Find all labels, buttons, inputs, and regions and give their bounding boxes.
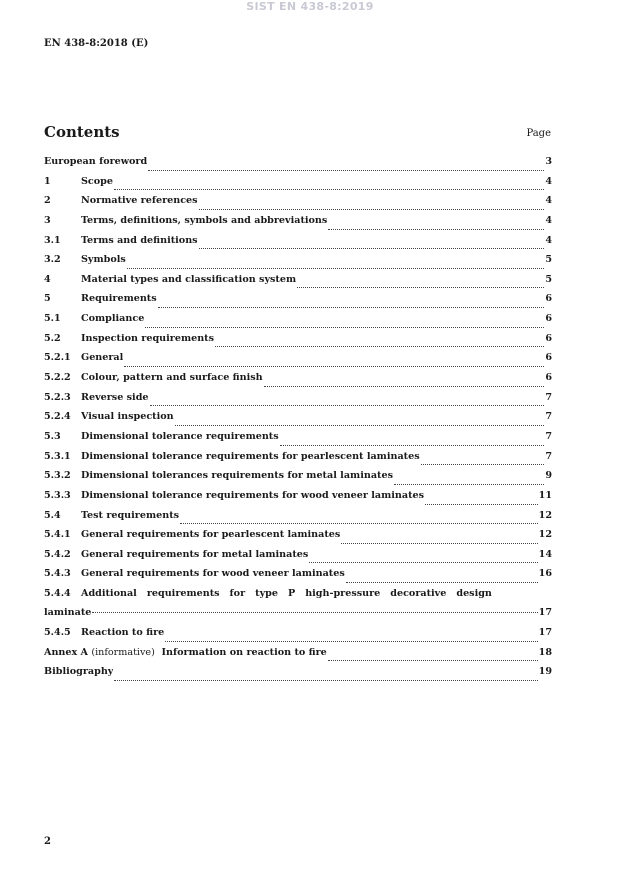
toc-entry-page: 9 [545, 470, 552, 482]
annex-prefix: Annex A [44, 646, 89, 658]
toc-entry-number: 3 [44, 214, 51, 226]
toc-entry-title [81, 588, 492, 599]
toc-entry[interactable] [44, 274, 552, 294]
toc-entry-number: 5.4.5 [44, 627, 71, 639]
toc-entry-number: 1 [44, 175, 51, 187]
toc-entry-title-word: design [456, 588, 492, 600]
leader-dots [309, 562, 537, 563]
toc-entry-page: 6 [545, 313, 552, 325]
leader-dots [148, 170, 544, 171]
toc-entry[interactable] [44, 156, 552, 176]
leader-dots [425, 504, 538, 505]
toc-entry-title: Material types and classification system [81, 273, 297, 285]
toc-entry-title: Scope [81, 175, 113, 187]
document-id: EN 438-8:2018 (E) [44, 38, 149, 49]
leader-dots [114, 189, 544, 190]
toc-entry-page: 17 [538, 627, 552, 639]
toc-entry[interactable] [44, 470, 552, 490]
page-column-label: Page [526, 128, 551, 139]
toc-entry[interactable] [44, 392, 552, 412]
leader-dots [394, 484, 544, 485]
toc-entry-title: General requirements for pearlescent laminates [81, 529, 341, 541]
watermark: SIST EN 438-8:2019 [246, 0, 374, 13]
toc-entry-page: 4 [545, 214, 552, 226]
toc-entry[interactable] [44, 549, 552, 569]
toc-entry-page: 6 [545, 332, 552, 344]
toc-entry-title: European foreword [44, 156, 148, 167]
annex-note: (informative) [91, 646, 155, 658]
toc-entry-title: Test requirements [81, 509, 180, 521]
toc-entry[interactable] [44, 293, 552, 313]
toc-entry-page: 6 [545, 293, 552, 305]
leader-dots [341, 543, 537, 544]
toc-entry[interactable] [44, 235, 552, 255]
toc-entry-title: Colour, pattern and surface finish [81, 372, 263, 384]
toc-entry-page: 6 [545, 372, 552, 384]
toc-entry-title: Terms and definitions [81, 234, 198, 246]
toc-entry-title: General requirements for metal laminates [81, 548, 309, 560]
toc-entry-number: 5.3 [44, 430, 61, 442]
toc-tail-entries [44, 627, 552, 647]
toc-entry-title-word: for [229, 588, 246, 600]
toc-entry[interactable] [44, 195, 552, 215]
toc-main-entries [44, 156, 552, 588]
toc-entry-title-continued: laminate [44, 607, 92, 619]
toc-entry[interactable] [44, 451, 552, 471]
toc-entry-title: General requirements for wood veneer laminates [81, 568, 345, 580]
toc-entry-number: 4 [44, 273, 51, 285]
toc-entry-title: Reaction to fire [81, 627, 165, 639]
toc-entry-page: 7 [545, 430, 552, 442]
leader-dots [421, 464, 545, 465]
toc-entry-number: 5.2.2 [44, 372, 71, 384]
toc-entry-title: Visual inspection [81, 411, 174, 423]
toc-entry-number: 3.2 [44, 254, 61, 266]
toc-entry[interactable] [44, 529, 552, 549]
toc-entry[interactable] [44, 627, 552, 647]
annex-title: Information on reaction to fire [161, 646, 327, 658]
toc-entry[interactable] [44, 510, 552, 530]
toc-entry-page: 7 [545, 411, 552, 423]
toc-entry-title-word: requirements [146, 588, 220, 600]
toc-entry-title-word: Additional [81, 588, 137, 600]
toc-entry-number: 5.2 [44, 332, 61, 344]
toc-entry-annex-a[interactable] [44, 647, 552, 667]
toc-entry-number: 5.4.1 [44, 529, 71, 541]
toc-entry-title: Terms, definitions, symbols and abbreviations [81, 214, 328, 226]
toc-entry[interactable] [44, 313, 552, 333]
toc-entry[interactable] [44, 352, 552, 372]
leader-dots [124, 366, 544, 367]
toc-entry-title: Dimensional tolerance requirements [81, 430, 279, 442]
toc-entry-page: 17 [538, 607, 552, 619]
toc-entry-page: 16 [538, 568, 552, 580]
leader-dots [180, 523, 538, 524]
leader-dots [297, 287, 544, 288]
leader-dots [215, 346, 544, 347]
leader-dots [158, 307, 545, 308]
toc-entry-page: 6 [545, 352, 552, 364]
toc-entry-page: 4 [545, 195, 552, 207]
toc-entry-title: Dimensional tolerances requirements for metal laminates [81, 470, 393, 482]
toc-entry[interactable] [44, 372, 552, 392]
leader-dots [165, 641, 537, 642]
toc-entry-number: 5.2.4 [44, 411, 71, 423]
toc-entry-page: 4 [545, 175, 552, 187]
toc-entry-title: Symbols [81, 254, 126, 266]
leader-dots [92, 612, 537, 613]
toc-entry[interactable] [44, 215, 552, 235]
contents-heading: Contents [44, 123, 120, 141]
leader-dots [264, 386, 545, 387]
toc-entry-number: 3.1 [44, 234, 61, 246]
toc-entry[interactable] [44, 333, 552, 353]
toc-entry-number: 2 [44, 195, 51, 207]
leader-dots [199, 209, 545, 210]
toc-entry-page: 12 [538, 529, 552, 541]
toc-entry-page: 7 [545, 450, 552, 462]
toc-entry-number: 5.2.3 [44, 391, 71, 403]
toc-entry-title: Dimensional tolerance requirements for pearlescent laminates [81, 450, 420, 462]
toc-entry-title-word: decorative [390, 588, 447, 600]
leader-dots [346, 582, 538, 583]
toc-entry-page: 14 [538, 548, 552, 560]
toc-entry-title: Requirements [81, 293, 157, 305]
leader-dots [127, 268, 545, 269]
leader-dots [280, 445, 545, 446]
toc-entry-page: 3 [545, 156, 552, 167]
toc-entry-title: Reverse side [81, 391, 149, 403]
toc-entry-number: 5.3.1 [44, 450, 71, 462]
toc-entry[interactable] [44, 411, 552, 431]
toc-entry-number: 5.3.2 [44, 470, 71, 482]
leader-dots [175, 425, 545, 426]
toc-entry[interactable] [44, 176, 552, 196]
toc-entry[interactable] [44, 568, 552, 588]
toc-entry[interactable] [44, 490, 552, 510]
toc-entry-page: 12 [538, 509, 552, 521]
toc-entry-number: 5 [44, 293, 51, 305]
leader-dots [199, 248, 545, 249]
toc-entry-number: 5.4.2 [44, 548, 71, 560]
toc-entry-title: Inspection requirements [81, 332, 215, 344]
toc-entry-title: General [81, 352, 124, 364]
toc-entry-title-word: high-pressure [305, 588, 381, 600]
leader-dots [328, 660, 538, 661]
leader-dots [328, 229, 544, 230]
toc-entry-page: 7 [545, 391, 552, 403]
footer-page-number: 2 [44, 836, 51, 847]
toc-entry-page: 11 [538, 489, 552, 501]
toc-entry-title: Bibliography [44, 666, 114, 678]
toc-entry-title-word: P [287, 588, 296, 600]
toc-entry-page: 4 [545, 234, 552, 246]
toc-entry[interactable] [44, 254, 552, 274]
toc-entry-number: 5.2.1 [44, 352, 71, 364]
toc-entry-title: Normative references [81, 195, 198, 207]
toc-entry-title-word: type [255, 588, 278, 600]
toc-entry-page: 19 [538, 666, 552, 678]
leader-dots [114, 680, 537, 681]
toc-entry[interactable] [44, 431, 552, 451]
toc-entry-number: 5.1 [44, 313, 61, 325]
toc-entry-number: 5.4 [44, 509, 61, 521]
leader-dots [145, 327, 544, 328]
toc-entry-page: 5 [545, 254, 552, 266]
leader-dots [150, 405, 545, 406]
toc-entry-title: Dimensional tolerance requirements for wood veneer laminates [81, 489, 425, 501]
table-of-contents [44, 156, 552, 686]
toc-entry-number: 5.4.4 [44, 588, 71, 600]
toc-entry-5-4-4[interactable] [44, 588, 552, 627]
toc-entry-title: Compliance [81, 313, 145, 325]
toc-entry-number: 5.4.3 [44, 568, 71, 580]
toc-entry-page: 18 [538, 646, 552, 658]
toc-entry-page: 5 [545, 273, 552, 285]
toc-entry-bibliography[interactable] [44, 666, 552, 686]
toc-entry-number: 5.3.3 [44, 489, 71, 501]
